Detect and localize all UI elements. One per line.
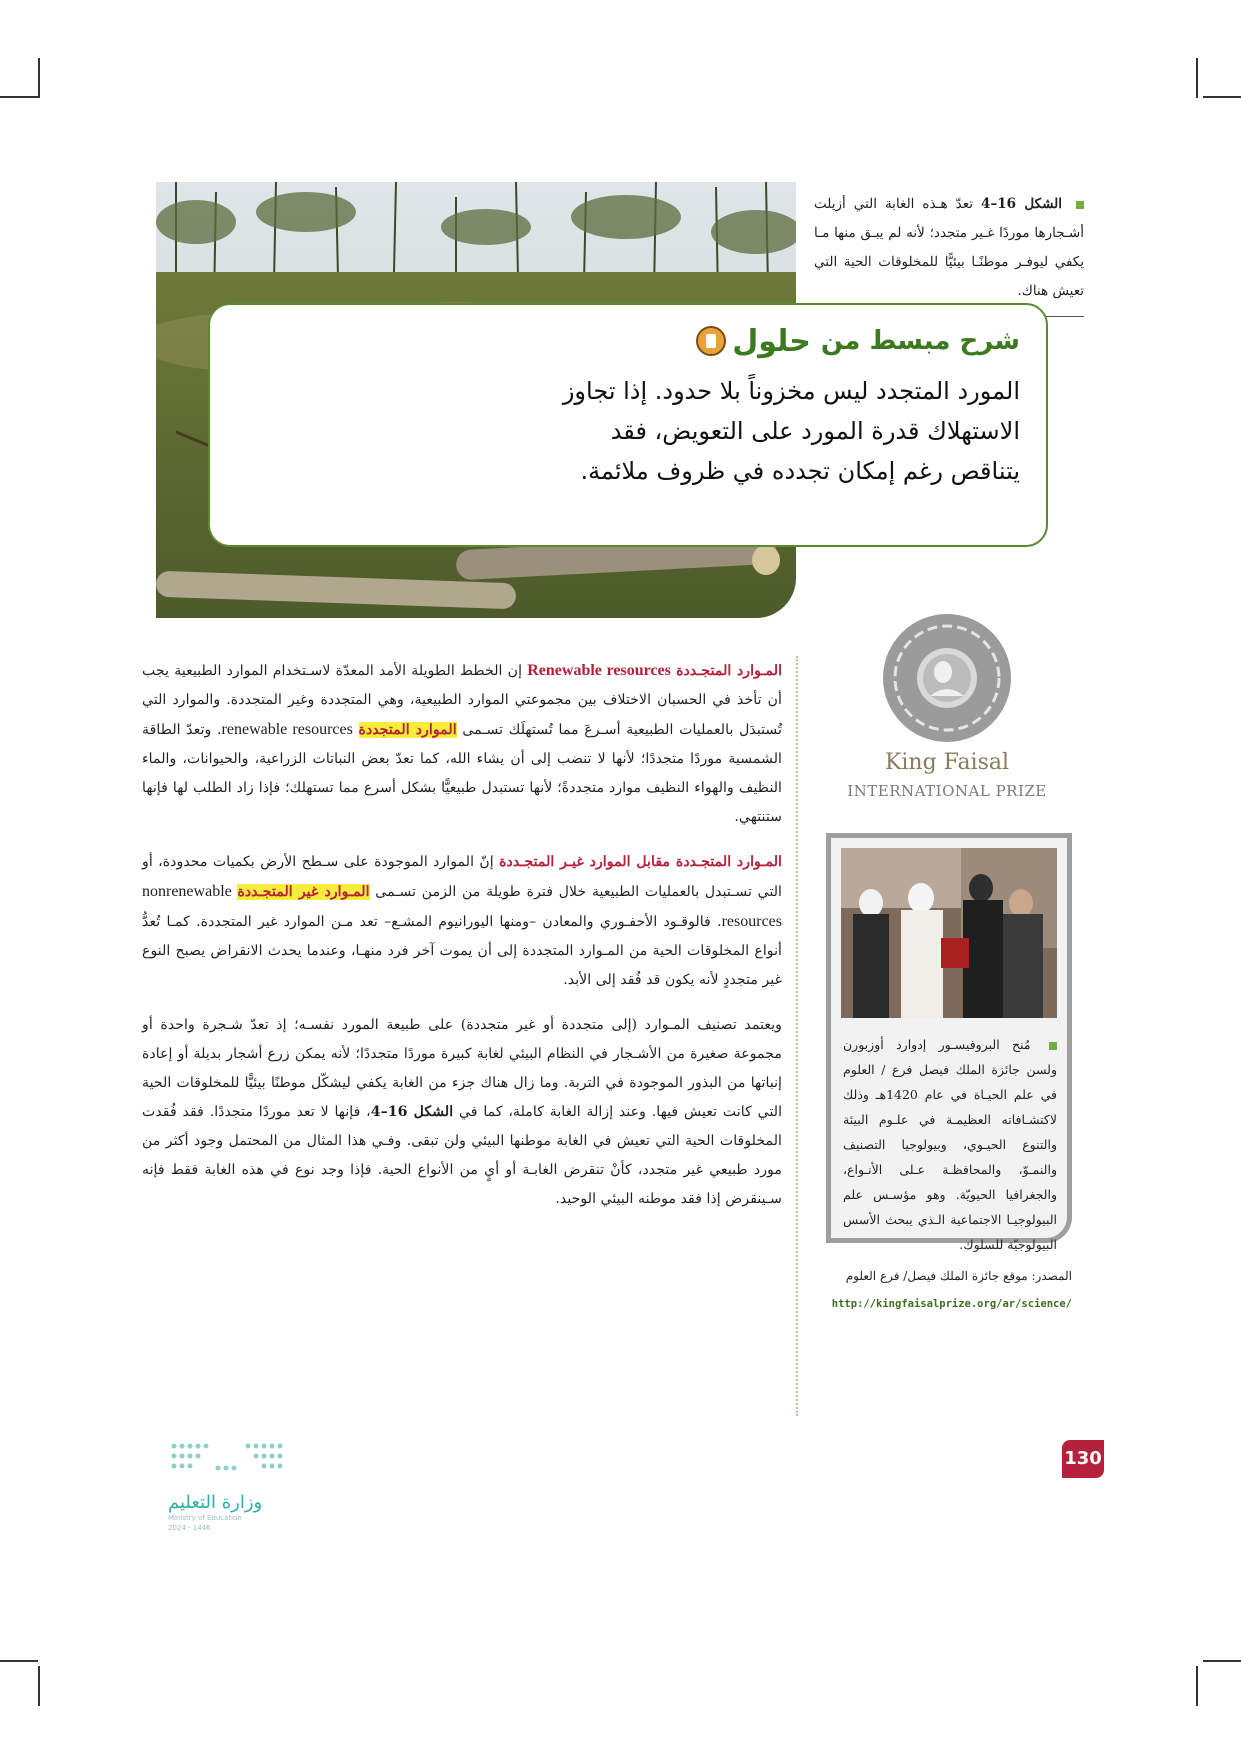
- ministry-logo: [168, 1438, 308, 1538]
- prize-caption: [843, 1032, 1057, 1257]
- ministry-subtitle: Ministry of Education: [168, 1514, 242, 1522]
- prize-name-en: King Faisal: [884, 750, 1010, 775]
- english-term: nonrenewable resources: [142, 883, 782, 930]
- award-ceremony-photo: [841, 848, 1057, 1018]
- paragraph-text: ويعتمد تصنيف المـوارد (إلى متجددة أو غير متجددة) على طبيعة المورد نفسـه؛ إذ تعدّ شـجرة واحدة أو مجموعة صغيرة من الأشـجار في النظام البيئي لغابة كبيرة موردًا متجددًا؛ لأنه يمكن زرع أشجار بديلة أو إعادة إنباتها من البذور الموجودة في التربة. وما زال هناك جزء من الغابة يكفي ليشكّل موطنًا بيئيًّا للمخلوقات الحية التي كانت تعيش فيها. وعند إزالة الغابة كاملة، كما في: [142, 1017, 783, 1120]
- source-credit: [826, 1262, 1072, 1318]
- crop-mark: [0, 96, 38, 98]
- crop-mark: [38, 58, 40, 98]
- page-number: 130: [1062, 1440, 1104, 1478]
- ministry-name: وزارة التعليم: [168, 1492, 263, 1513]
- paragraph-text: . فالوقـود الأحفـوري والمعادن –ومنها اليورانيوم المشـع– تعد مـن الموارد غير المتجددة. كمـا تُعدُّ أنواع المخلوقات الحية من المـوارد المتجددة إلى أن يموت آخر فرد منهـا، وعندما يحدث الانقراض يصبح النوع غير متجددٍ لأنه يكون قد فُقد إلى الأبد.: [142, 914, 782, 988]
- prize-info-box: [826, 833, 1072, 1252]
- column-separator: [796, 656, 798, 1416]
- explanation-line: يتناقص رغم إمكان تجدده في ظروف ملائمة.: [580, 457, 1020, 485]
- explanation-body: [520, 371, 1020, 491]
- heading-renewable-ar: المـوارد المتجـددة: [676, 663, 783, 679]
- paragraph-nonrenewable: [142, 848, 782, 995]
- heading-nonrenewable: المـوارد المتجـددة مقابل الموارد غيـر المتجـددة: [499, 854, 782, 870]
- explanation-line: المورد المتجدد ليس مخزوناً بلا حدود. إذا تجاوز: [562, 377, 1020, 405]
- figure-caption-text: تعدّ هـذه الغابة التي أزيلت أشـجارها موردًا غـير متجدد؛ لأنه لم يبـق منها مـا يكفي ليوفـر موطنًـا بيئيًّا للمخلوقات الحية التي تعيش هناك.: [814, 196, 1084, 299]
- explanation-box: [208, 303, 1048, 547]
- english-term: renewable resources: [221, 721, 353, 738]
- king-faisal-prize-logo: [822, 612, 1072, 827]
- crop-mark: [1196, 1666, 1198, 1706]
- paragraph-text: ، فإنها لا تعد موردًا متجددًا. فقد فُقدت المخلوقات الحية التي تعيش في الغابة موطنها البيئي ولن تبقى. وفـي هذا المثال من المحتمل وجود أكثر من مورد طبيعي غير متجدد، كأنْ تنقرض الغابـة أو أيٍ من الأنواع الحية. فإذا وجد نوع في هذه الغابة فقط فإنه سـينقرض إذا فقد موطنه البيئي الوحيد.: [142, 1104, 782, 1207]
- paragraph-renewable: [142, 656, 782, 832]
- seal-icon: [822, 612, 1072, 747]
- crop-mark: [1196, 58, 1198, 98]
- prize-subtitle-en: INTERNATIONAL PRIZE: [847, 782, 1047, 800]
- heading-renewable-en: Renewable resources: [527, 662, 671, 679]
- bullet-square-icon: [1076, 201, 1084, 209]
- explanation-title-row: [236, 319, 1020, 363]
- paragraph-text: . وتعدّ الطاقة الشمسية موردًا متجددًا؛ لأنها لا تنضب إلى أن يشاء الله، كما تعدّ بعض النباتات الزراعية، والحيوانات، والماء النظيف والهواء النظيف موارد متجددةً؛ لأنها تستبدل طبيعيًّا بشكل أسرع مما تستهلك؛ فإذا زاد الطلب لها فإنها ستنتهي.: [142, 722, 782, 825]
- main-text-column: [142, 656, 782, 1230]
- paragraph-text: إن الخطط الطويلة الأمد المعدّة لاسـتخدام الموارد الطبيعية يجب أن تأخذ في الحسبان الاختلاف بين مجموعتي الموارد الطبيعية، وهي المتجددة وغير المتجددة. والموارد التي تُستبدَل بالعمليات الطبيعية أسـرعَ مما تُستهلَك تسـمى: [142, 663, 782, 738]
- ministry-year: 2024 - 1446: [168, 1524, 211, 1532]
- bullet-square-icon: [1049, 1042, 1057, 1050]
- figure-reference: الشكل 16–4: [370, 1104, 454, 1120]
- crop-mark: [0, 1660, 38, 1662]
- book-badge-icon: [696, 326, 726, 356]
- figure-caption-label: الشكل 16–4: [981, 196, 1062, 212]
- crop-mark: [38, 1666, 40, 1706]
- crop-mark: [1203, 1660, 1241, 1662]
- explanation-title: شرح مبسط من: [820, 326, 1020, 356]
- source-url-link[interactable]: http://kingfaisalprize.org/ar/science/: [831, 1298, 1072, 1310]
- paragraph-classification: [142, 1011, 782, 1214]
- crop-mark: [1203, 96, 1241, 98]
- dots-pattern-icon: [168, 1438, 286, 1484]
- paragraph-text: إنّ الموارد الموجودة على سـطح الأرض بكميات محدودة، أو التي تسـتبدل بالعمليات الطبيعية خلال فترة طويلة من الزمن تسـمى: [142, 854, 783, 900]
- highlighted-term: الموارد المتجددة: [358, 722, 457, 738]
- explanation-line: الاستهلاك قدرة المورد على التعويض، فقد: [610, 417, 1020, 445]
- figure-caption: [814, 190, 1084, 306]
- highlighted-term: المـوارد غير المتجـددة: [237, 884, 370, 900]
- prize-caption-text: مُنح البروفيسـور إدوارد أوزبورن ولسن جائزة الملك فيصل فرع / العلوم في علم الحيـاة في عام 1420هـ وذلك لاكتشـافاته العظيمـة في علـوم البيئة والتنوع الحيـوي، وبيولوجيا التصنيف والنمـوّ، والمحافظـة عـلى الأنـواع، والجغرافيا الحيويّة. وهو مؤسـس علم البيولوجيـا الاجتماعية الـذي يبحث الأسس البيولوجيّة للسلوك.: [843, 1037, 1057, 1252]
- brand-name: حلول: [732, 323, 811, 359]
- source-label: المصدر: موقع جائزة الملك فيصل/ فرع العلوم: [845, 1269, 1072, 1283]
- brand-logo: [696, 324, 811, 359]
